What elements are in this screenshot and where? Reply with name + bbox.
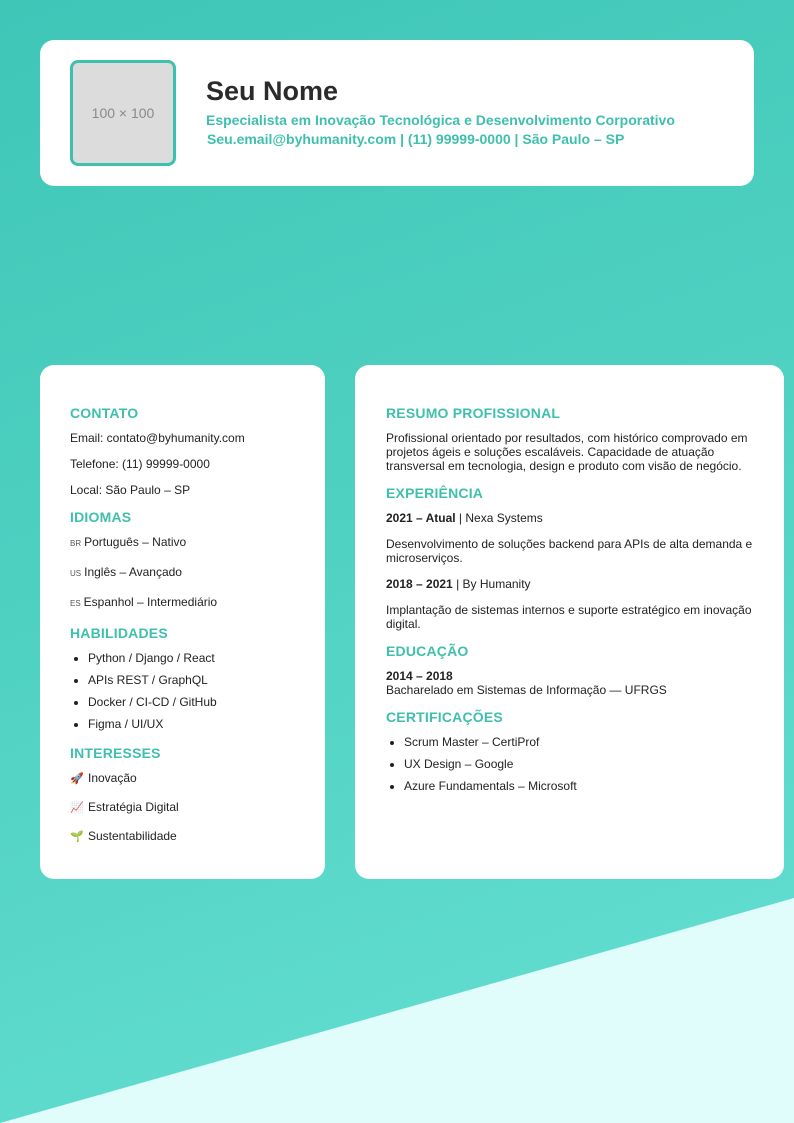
flag-es-icon: ES bbox=[70, 599, 81, 608]
header-contact-line: Seu.email@byhumanity.com | (11) 99999-0000 | São Paulo – SP bbox=[207, 131, 625, 147]
list-item: • Scrum Master – CertiProf bbox=[404, 735, 754, 749]
section-title-contato: CONTATO bbox=[70, 405, 139, 421]
section-title-experiencia: EXPERIÊNCIA bbox=[386, 485, 484, 501]
list-item: • APIs REST / GraphQL bbox=[88, 673, 295, 687]
profile-photo-placeholder: 100 × 100 bbox=[70, 60, 176, 166]
seedling-icon: 🌱 bbox=[70, 831, 84, 843]
language-item: US Inglês – Avançado bbox=[70, 565, 182, 579]
interest-item: 📈 Estratégia Digital bbox=[70, 800, 179, 814]
rocket-icon: 🚀 bbox=[70, 773, 84, 785]
interest-item: 🌱 Sustentabilidade bbox=[70, 829, 177, 843]
section-title-certificacoes: CERTIFICAÇÕES bbox=[386, 709, 503, 725]
certifications-list bbox=[386, 735, 754, 793]
chart-icon: 📈 bbox=[70, 802, 84, 814]
section-title-idiomas: IDIOMAS bbox=[70, 509, 132, 525]
flag-us-icon: US bbox=[70, 569, 82, 578]
flag-br-icon: BR bbox=[70, 539, 82, 548]
section-title-interesses: INTERESSES bbox=[70, 745, 161, 761]
job-title: Especialista em Inovação Tecnológica e Desenvolvimento Corporativo bbox=[206, 112, 675, 128]
sidebar-card bbox=[40, 365, 325, 879]
contact-email: Email: contato@byhumanity.com bbox=[70, 431, 245, 445]
contact-phone: Telefone: (11) 99999-0000 bbox=[70, 457, 210, 471]
section-title-educacao: EDUCAÇÃO bbox=[386, 643, 469, 659]
section-title-resumo: RESUMO PROFISSIONAL bbox=[386, 405, 561, 421]
full-name: Seu Nome bbox=[206, 76, 339, 106]
list-item: • Figma / UI/UX bbox=[88, 717, 295, 731]
list-item: • Docker / CI-CD / GitHub bbox=[88, 695, 295, 709]
language-item: BR Português – Nativo bbox=[70, 535, 187, 549]
job-description: Implantação de sistemas internos e suporte estratégico em inovação digital. bbox=[386, 603, 752, 631]
header-card bbox=[40, 40, 754, 186]
list-item: • Azure Fundamentals – Microsoft bbox=[404, 779, 754, 793]
summary-text: Profissional orientado por resultados, com histórico comprovado em projetos ágeis e soluções escaláveis. Capacidade de atuação transversal em tecnologia, design e produto com visão de negócio. bbox=[386, 431, 748, 473]
list-item: • Python / Django / React bbox=[88, 651, 295, 665]
education-entry: 2014 – 2018 Bacharelado em Sistemas de Informação — UFRGS bbox=[386, 669, 667, 697]
contact-location: Local: São Paulo – SP bbox=[70, 483, 191, 497]
job-description: Desenvolvimento de soluções backend para APIs de alta demanda e microserviços. bbox=[386, 537, 753, 565]
skills-list bbox=[70, 651, 295, 731]
list-item: • UX Design – Google bbox=[404, 757, 754, 771]
language-item: ES Espanhol – Intermediário bbox=[70, 595, 218, 609]
interest-item: 🚀 Inovação bbox=[70, 771, 137, 785]
main-card bbox=[355, 365, 784, 879]
section-title-habilidades: HABILIDADES bbox=[70, 625, 168, 641]
job-header: 2021 – Atual | Nexa Systems bbox=[386, 511, 543, 525]
job-header: 2018 – 2021 | By Humanity bbox=[386, 577, 531, 591]
